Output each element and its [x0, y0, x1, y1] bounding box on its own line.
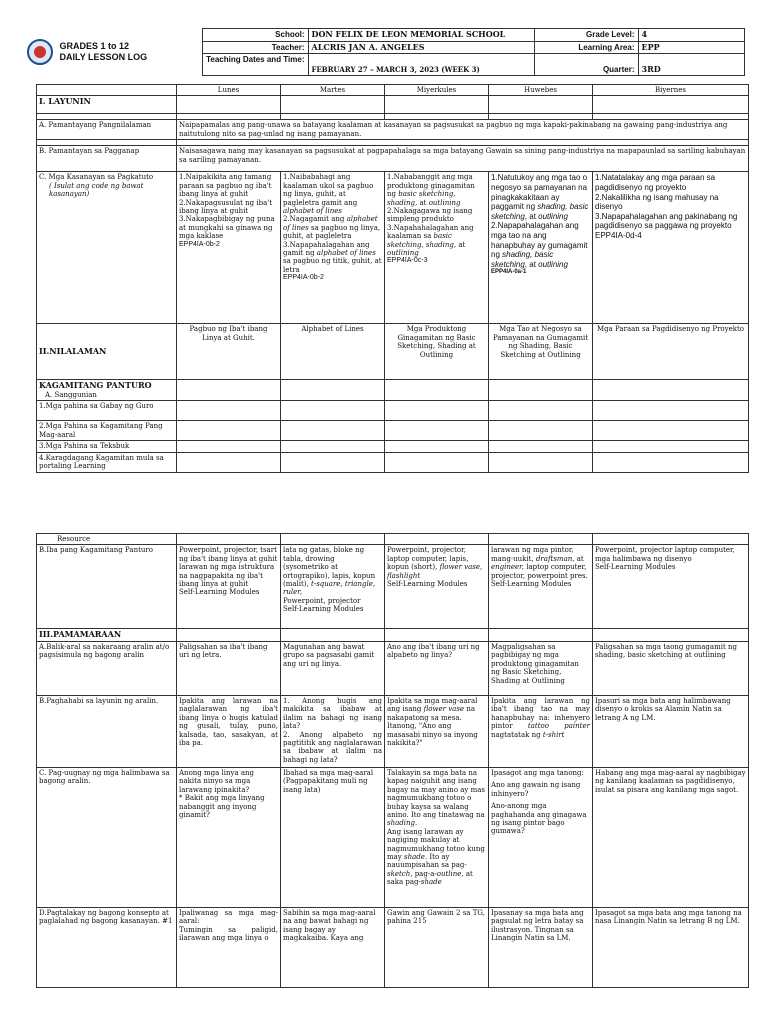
iba-pang-kagamitan-thu	[489, 545, 593, 629]
resource-label: Resource	[37, 534, 177, 545]
kasanayan-thu-2-it2: outlining	[538, 259, 568, 269]
kasanayan-tue-3-it: alphabet of lines	[316, 248, 376, 257]
pamantayang-pangnilalaman-label: A. Pamantayang Pangnilalaman	[37, 120, 177, 140]
kasanayan-wed-3b: at	[458, 240, 466, 249]
kagamitan-thu-1b: at	[576, 554, 584, 563]
kagamitan-thu-1-it2: engineer,	[491, 563, 524, 572]
sanggunian-label: A. Sanggunian	[45, 390, 97, 399]
paghahabi-thu-it2: t-shirt	[542, 730, 565, 739]
pag-uugnay-thu-2: Ano ang gawain ng isang inhinyero?	[491, 781, 581, 798]
teacher-value: ALCRIS JAN A. ANGELES	[308, 41, 534, 54]
kasanayan-thu-1: 1.Natutukoy ang mga tao o negosyo sa pamayanan na pinagkakakitaan ay paggamit ng	[491, 173, 588, 212]
title-line-2: DAILY LESSON LOG	[59, 52, 148, 63]
pag-uugnay-mon	[177, 767, 281, 907]
pag-uugnay-wed-2-it: shade.	[404, 852, 428, 861]
pagtalakay-mon-2: Tumingin sa paligid, ilarawan ang mga linya o	[179, 925, 278, 943]
deped-seal-icon	[27, 39, 53, 65]
kasanayan-thu-2: 2.Napapahalagahan ang mga tao na ang hanapbuhay ay gumagamit ng	[491, 221, 588, 260]
iba-pang-kagamitan-label: B.Iba pang Kagamitang Panturo	[37, 545, 177, 629]
kagamitan-heading: KAGAMITANG PANTURO	[39, 380, 152, 391]
dates-value: FEBRUARY 27 – MARCH 3, 2023 (WEEK 3)	[308, 54, 534, 76]
kasanayan-fri-code: EPP4IA-0d-4	[595, 230, 642, 240]
pagtalakay-mon	[177, 907, 281, 987]
kasanayan-mon-3: 3.Nakapagbibigay ng puna at mungkahi sa ginawa ng mga kaklase	[179, 215, 275, 241]
school-value: DON FELIX DE LEON MEMORIAL SCHOOL	[308, 29, 534, 42]
day-header-wed: Miyerkules	[385, 85, 489, 96]
kagamitan-thu-1-it: draftsman,	[535, 554, 575, 563]
paghahabi-thu-it: tattoo painter	[527, 722, 590, 731]
pag-uugnay-wed-2d: at saka pag-	[387, 869, 473, 887]
kasanayan-wed-3: 3.Napahahalagahan ang kaalaman sa	[387, 223, 474, 241]
paghahabi-wed-1: Ipakita sa mga mag-aaral ang isang	[387, 696, 478, 714]
pag-uugnay-wed-it: shading.	[387, 819, 418, 828]
grade-value: 4	[638, 29, 744, 42]
kasanayan-mon-code: EPP4IA-0b-2	[179, 240, 220, 248]
kasanayan-wed-1b: at	[419, 198, 427, 207]
kagamitan-tue-1-it: t-square, triangle, ruler,	[283, 579, 376, 597]
pag-uugnay-wed-2-it4: shade	[420, 878, 442, 887]
pamantayan-pagganap-label: B. Pamantayan sa Pagganap	[37, 146, 177, 172]
kagamitan-tue-2: Powerpoint, projector	[283, 596, 361, 605]
pag-uugnay-wed-2-it2: sketch,	[387, 869, 413, 878]
quarter-value: 3RD	[638, 54, 744, 76]
grade-label: Grade Level:	[534, 29, 638, 42]
area-value: EPP	[638, 41, 744, 54]
teacher-label: Teacher:	[202, 41, 308, 54]
corner-cell	[37, 85, 177, 96]
nilalaman-wed: Mga Produktong Ginagamitan ng Basic Sketching, Shading at Outlining	[385, 324, 489, 380]
pagtalakay-label: D.Pagtalakay ng bagong konsepto at paglalahad ng bagong kasanayan. #1	[37, 907, 177, 987]
pamamaraan-heading: III.PAMAMARAAN	[37, 629, 177, 642]
kagamitan-wed-1: Powerpoint, projector, laptop computer, lapis, kopun (short),	[387, 546, 469, 572]
lesson-table-part2	[36, 533, 749, 988]
kasanayan-wed-3-it2: outlining	[387, 248, 419, 257]
kagamitan-mon-2: Self-Learning Modules	[179, 588, 260, 597]
kasanayan-tue-1-it: alphabet of lines	[283, 206, 342, 215]
kagamitan-heading-cell	[37, 380, 177, 401]
kagamitan-thu-1c: laptop computer, projector, powerpoint pres.	[491, 563, 588, 580]
quarter-label: Quarter:	[534, 54, 638, 76]
iba-pang-kagamitan-mon	[177, 545, 281, 629]
kasanayan-thu-2-it: shading, basic sketching	[491, 250, 554, 269]
paghahabi-thu-2: nagtatatak ng	[491, 730, 541, 739]
kasanayan-fri-3: 3.Napapahalagahan ang pakinabang ng pagdidisenyo sa paggawa ng proyekto	[595, 211, 738, 231]
paghahabi-label: B.Paghahabi sa layunin ng aralin.	[37, 695, 177, 767]
kasanayan-wed-2: 2.Nakagagawa ng isang simpleng produkto	[387, 206, 473, 224]
kasanayan-fri-1: 1.Natatalakay ang mga paraan sa pagdidisenyo ng proyekto	[595, 173, 716, 192]
kasanayan-tue	[281, 172, 385, 324]
kagamitan-wed-1-it: flower vase, flashlight	[387, 563, 483, 580]
kasanayan-tue-2: 2.Nagagamit ang	[283, 215, 345, 224]
paghahabi-fri: Ipasuri sa mga bata ang halimbawang disenyo o krokis sa Alamin Natin sa letrang A ng LM.	[593, 695, 749, 767]
kagamitan-fri-2: Self-Learning Modules	[595, 563, 676, 572]
kasanayan-thu-2b: , at	[524, 259, 536, 269]
pag-uugnay-wed-2-it3: outline,	[436, 869, 464, 878]
kasanayan-wed	[385, 172, 489, 324]
pagtalakay-fri: Ipasagot sa mga bata ang mga tanong na nasa Linangin Natin sa letrang B ng LM.	[593, 907, 749, 987]
iba-pang-kagamitan-wed	[385, 545, 489, 629]
kasanayan-mon-2: 2.Nakapagsusulat ng iba't ibang linya at guhit	[179, 198, 273, 215]
pag-uugnay-thu-3: Ano-anong mga paghahanda ang ginagawa ng isang pintor bago gumawa?	[491, 802, 587, 836]
balik-aral-tue: Magunahan ang bawat grupo sa pagsasabi gamit ang uri ng linya.	[281, 641, 385, 695]
paghahabi-wed	[385, 695, 489, 767]
pag-uugnay-fri: Habang ang mga mag-aaral ay nagbibigay ng kanilang kaalaman sa pagdidisenyo, isulat sa pisara ang kanilang mga sagot.	[593, 767, 749, 907]
kasanayan-thu	[489, 172, 593, 324]
balik-aral-mon: Paligsahan sa iba't ibang uri ng letra.	[177, 641, 281, 695]
paghahabi-thu-1: Ipakita ang larawan ng iba't ibang tao na may hanapbuhay na: inhenyero pintor	[491, 696, 590, 731]
pag-uugnay-wed-2c: pag-a-	[414, 869, 437, 878]
header-table	[24, 28, 745, 76]
pag-uugnay-mon-1: Anong mga linya ang nakita ninyo sa mga larawang ipinakita?	[179, 768, 255, 794]
pamantayan-pagganap-text: Naisasagawa nang may kasanayan sa pagsusukat at pagpapahalaga sa mga batayang Gawain sa sining pang-industriya na mapapaunlad sa sariling kabuhayan sa sariling pamayanan.	[177, 146, 749, 172]
gabay-guro-label: 1.Mga pahina sa Gabay ng Guro	[37, 401, 177, 421]
nilalaman-mon: Pagbuo ng Iba't ibang Linya at Guhit.	[177, 324, 281, 380]
kagamitan-tue-3: Self-Learning Modules	[283, 605, 364, 614]
pag-uugnay-tue: Ibahad sa mga mag-aaral (Pagpapakitang muli ng isang lata)	[281, 767, 385, 907]
pag-uugnay-wed-2b: Ito ay nauumpisahan sa pag-	[387, 852, 467, 870]
kasanayan-thu-1-it2: outlining	[538, 211, 568, 221]
kasanayan-thu-code: EPP4IA-0a-1	[491, 269, 527, 276]
kasanayan-wed-3-it: basic sketching, shading,	[387, 232, 457, 249]
kasanayan-wed-1-it: basic sketching, shading,	[387, 190, 456, 207]
title-line-1: GRADES 1 to 12	[59, 41, 130, 52]
day-header-fri: Biyernes	[593, 85, 749, 96]
nilalaman-fri: Mga Paraan sa Pagdidisenyo ng Proyekto	[593, 324, 749, 380]
balik-aral-fri: Paligsahan sa mga taong gumagamit ng shading, basic sketching at outlining	[593, 641, 749, 695]
kasanayan-label-cell	[37, 172, 177, 324]
paghahabi-tue-2: 2. Anong alpabeto ng pagtititik ang naglalarawan sa ibabaw at ilalim na bahagi ng lata?	[283, 730, 382, 764]
lesson-table-part1	[36, 84, 749, 473]
kagamitan-fri-1: Powerpoint, projector laptop computer, mga halimbawa ng disenyo	[595, 546, 735, 563]
kagamitan-wed-2: Self-Learning Modules	[387, 579, 468, 588]
pagtalakay-mon-1: Ipaliwanag sa mga mag-aaral:	[179, 908, 278, 926]
pag-uugnay-mon-2: * Bakit ang mga linyang nabanggit ang inyong ginamit?	[179, 794, 265, 819]
area-label: Learning Area:	[534, 41, 638, 54]
pamantayang-pangnilalaman-text: Naipapamalas ang pang-unawa sa batayang kaalaman at kasanayan sa pagsusukat sa pagbuo ng mga kapaki-pakinabang na gawaing pang-industriya ang naitutulong nito sa pag-unlad ng isang pamayanan.	[177, 120, 749, 140]
kasanayan-tue-code: EPP4IA-0b-2	[283, 274, 324, 282]
iba-pang-kagamitan-fri	[593, 545, 749, 629]
kasanayan-wed-1: 1.Nababanggit ang mga produktong ginagamitan ng	[387, 173, 475, 199]
layunin-heading: I. LAYUNIN	[37, 96, 177, 114]
dll-title	[60, 41, 148, 63]
kasanayan-tue-1: 1.Naibabahagi ang kaalaman ukol sa pagbuo ng linya, guhit, at pagleletra gamit ang	[283, 173, 374, 207]
school-label: School:	[202, 29, 308, 42]
balik-aral-wed: Ano ang iba't ibang uri ng alpabeto ng linya?	[385, 641, 489, 695]
kasanayan-wed-code: EPP4IA-0c-3	[387, 257, 428, 265]
paghahabi-mon: Ipakita ang larawan na naglalarawan ng iba't ibang linya o hugis katulad ng gusali, tulay, puno, kalsada, tao, sasakyan, at iba pa.	[177, 695, 281, 767]
portal-label: 4.Karagdagang Kagamitan mula sa portaling Learning	[37, 452, 177, 472]
nilalaman-heading: II.NILALAMAN	[37, 324, 177, 380]
iba-pang-kagamitan-tue	[281, 545, 385, 629]
paghahabi-thu	[489, 695, 593, 767]
paghahabi-wed-it: flower vase	[423, 705, 465, 714]
kagamitang-mag-aaral-label: 2.Mga Pahina sa Kagamitang Pang Mag-aaral	[37, 421, 177, 441]
nilalaman-thu: Mga Tao at Negosyo sa Pamayanan na Gumagamit ng Shading, Basic Sketching at Outlining	[489, 324, 593, 380]
kasanayan-label: C. Mga Kasanayan sa Pagkatuto	[39, 173, 154, 182]
paghahabi-tue-1: 1. Anong hugis ang makikita sa ibabaw at ilalim na bahagi ng isang lata?	[283, 696, 382, 731]
teksbuk-label: 3.Mga Pahina sa Teksbuk	[37, 441, 177, 452]
pag-uugnay-thu-1: Ipasagot ang mga tanong:	[491, 768, 584, 777]
pag-uugnay-label: C. Pag-uugnay ng mga halimbawa sa bagong aralin.	[37, 767, 177, 907]
day-header-thu: Huwebes	[489, 85, 593, 96]
kagamitan-thu-1: larawan ng mga pintor, mang-uukit,	[491, 546, 574, 563]
pagtalakay-tue: Sabihin sa mga mag-aaral na ang bawat bahagi ng isang bagay ay magkakaiba. Kaya ang	[281, 907, 385, 987]
pag-uugnay-wed	[385, 767, 489, 907]
kasanayan-wed-1-it2: outlining	[428, 198, 461, 207]
kasanayan-mon-1: 1.Naipakikita ang tamang paraan sa pagbuo ng iba't ibang linya at guhit	[179, 173, 272, 199]
balik-aral-thu: Magpaligsahan sa pagbibigay ng mga produktong ginagamitan ng Basic Sketching, Shading at Outlining	[489, 641, 593, 695]
kasanayan-tue-3b: sa pagbuo ng titik, guhit, at letra	[283, 257, 382, 274]
kasanayan-fri-2: 2.Nakalilikha ng isang mahusay na disenyo	[595, 192, 719, 212]
kagamitan-thu-2: Self-Learning Modules	[491, 579, 572, 588]
kasanayan-mon	[177, 172, 281, 324]
paghahabi-wed-2: na nakapatong sa mesa. Itanong, "Ano ang masasabi ninyo sa inyong nakikita?"	[387, 705, 478, 747]
pag-uugnay-wed-2: Ang isang larawan ay nagiging makulay at nagmumukhang totoo kung may	[387, 827, 485, 861]
kagamitan-tue-1: lata ng gatas, bloke ng tabla, drowing (sysometriko at ortograpiko), lapis, kopun (malit),	[283, 546, 376, 588]
kasanayan-thu-1b: , at	[524, 211, 536, 221]
kasanayan-tue-2b: sa pagbuo ng linya, guhit, at pagleletra	[283, 223, 381, 241]
day-header-mon: Lunes	[177, 85, 281, 96]
pagtalakay-wed: Gawin ang Gawain 2 sa TG, pahina 215	[385, 907, 489, 987]
pagtalakay-thu: Ipasanay sa mga bata ang pagsulat ng letra batay sa ilustrasyon. Tingnan sa Linangin Natin sa LM.	[489, 907, 593, 987]
kasanayan-tue-3: 3.Napapahalagahan ang gamit ng	[283, 240, 370, 257]
kasanayan-thu-1-it: shading, basic sketching	[491, 202, 589, 221]
paghahabi-tue	[281, 695, 385, 767]
kasanayan-note: ( Isulat ang code ng bawat kasanayan)	[49, 181, 144, 199]
pag-uugnay-wed-1: Talakayin sa mga bata na kapag naiguhit ang isang bagay na may anino ay mas nagmumukhang totoo o buhay kaysa sa walang anino. Ito ang tinatawag na	[387, 768, 486, 819]
kasanayan-fri	[593, 172, 749, 324]
balik-aral-label: A.Balik-aral sa nakaraang aralin at/o pagsisimula ng bagong aralin	[37, 641, 177, 695]
dates-label: Teaching Dates and Time:	[202, 54, 308, 76]
kasanayan-tue-2-it: alphabet of lines	[283, 215, 378, 232]
nilalaman-tue: Alphabet of Lines	[281, 324, 385, 380]
day-header-tue: Martes	[281, 85, 385, 96]
kagamitan-mon-1: Powerpoint, projector, tsart ng iba't ibang linya at guhit larawan ng mga istruktura na nagpapakita ng iba't ibang linya at guhit	[179, 546, 278, 588]
pag-uugnay-thu	[489, 767, 593, 907]
header-logo-cell	[24, 29, 202, 76]
